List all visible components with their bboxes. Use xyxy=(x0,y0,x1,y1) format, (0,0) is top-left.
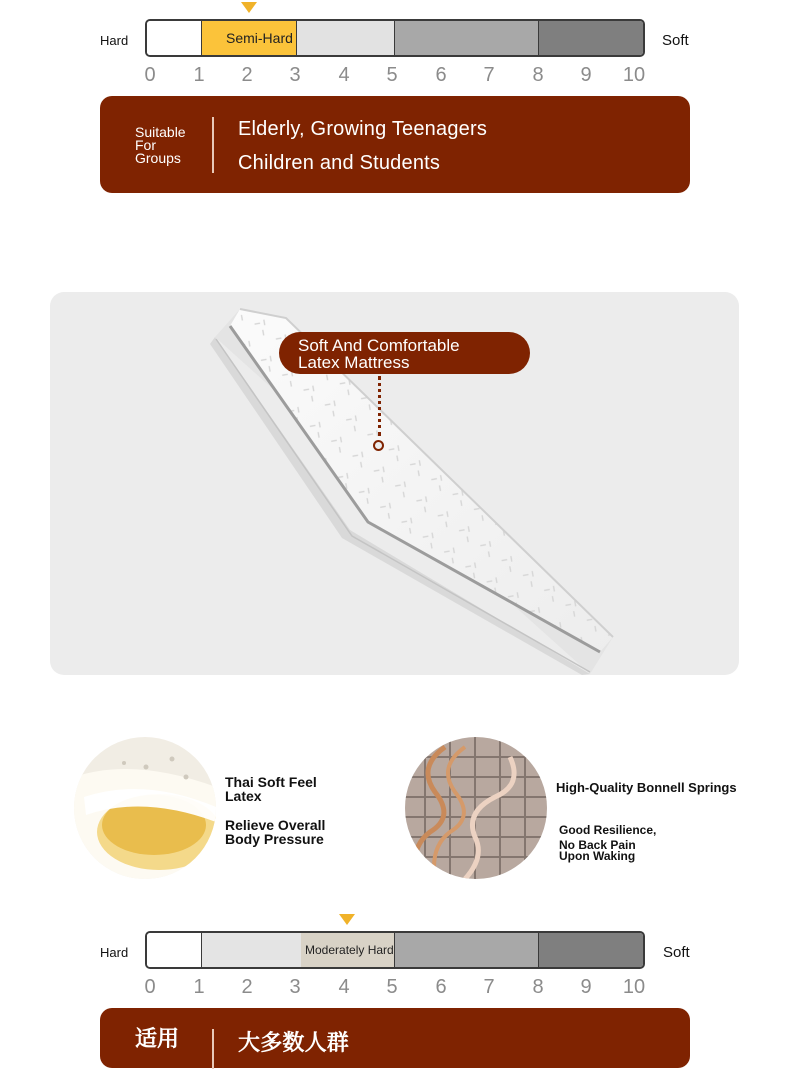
latex-foam-icon xyxy=(74,737,216,879)
latex-feature-desc-1: Relieve Overall xyxy=(225,817,326,833)
latex-feature-title-2: Latex xyxy=(225,788,262,804)
scale-tick: 8 xyxy=(532,64,544,86)
scale-segment-8-10 xyxy=(539,21,643,55)
scale-hard-label: Hard xyxy=(100,33,129,48)
scale-segment-0-1 xyxy=(147,933,202,967)
product-callout xyxy=(279,332,530,374)
scale-tick: 1 xyxy=(193,64,205,86)
scale-tick: 3 xyxy=(289,64,301,86)
scale-segment-3-5 xyxy=(297,21,395,55)
scale-segment-5-8 xyxy=(395,21,539,55)
scale-segment-1-5 xyxy=(202,933,395,967)
suitable-groups-banner xyxy=(100,96,690,193)
scale-highlight-label: Semi-Hard xyxy=(226,30,293,46)
scale-tick: 1 xyxy=(193,976,205,998)
banner-divider xyxy=(212,117,214,173)
scale-tick: 10 xyxy=(622,64,646,86)
callout-pin-icon xyxy=(373,440,384,451)
firmness-scale-bottom xyxy=(145,931,645,969)
scale-segment-1-2 xyxy=(202,21,297,55)
scale-tick: 3 xyxy=(289,976,301,998)
callout-line-1: Soft And Comfortable xyxy=(298,336,460,355)
bonnell-springs-image xyxy=(405,737,547,879)
banner-divider xyxy=(212,1029,214,1069)
scale-tick: 4 xyxy=(338,976,350,998)
scale-tick: 2 xyxy=(241,64,253,86)
scale-tick: 7 xyxy=(483,64,495,86)
firmness-marker-icon xyxy=(339,914,355,925)
scale-tick: 5 xyxy=(386,64,398,86)
scale-tick: 5 xyxy=(386,976,398,998)
bottom-groups-banner xyxy=(100,1008,690,1068)
scale-tick: 8 xyxy=(532,976,544,998)
scale-tick: 0 xyxy=(144,976,156,998)
bottom-banner-line-1: 大多数人群 xyxy=(238,1030,350,1055)
scale-tick: 9 xyxy=(580,976,592,998)
latex-feature-desc-2: Body Pressure xyxy=(225,831,324,847)
scale-tick: 6 xyxy=(435,64,447,86)
scale-soft-label: Soft xyxy=(663,944,690,961)
bonnell-springs-icon xyxy=(405,737,547,879)
suitable-for-groups-label: Suitable For Groups xyxy=(135,124,186,166)
scale-segment-0-1 xyxy=(147,21,202,55)
bottom-banner-left-label: 适用 xyxy=(135,1026,180,1051)
scale-tick: 6 xyxy=(435,976,447,998)
suitable-groups-line-2: Children and Students xyxy=(238,152,441,174)
scale-tick: 7 xyxy=(483,976,495,998)
scale-hard-label: Hard xyxy=(100,945,129,960)
firmness-scale-top xyxy=(145,19,645,57)
scale-highlight-label: Moderately Hard xyxy=(305,943,394,957)
scale-tick: 9 xyxy=(580,64,592,86)
scale-tick: 2 xyxy=(241,976,253,998)
springs-feature-title: High-Quality Bonnell Springs xyxy=(556,780,737,795)
scale-segment-5-8 xyxy=(395,933,539,967)
callout-dotted-line xyxy=(378,376,385,436)
springs-feature-desc-3: Upon Waking xyxy=(559,849,636,863)
springs-feature-desc-1: Good Resilience, xyxy=(559,823,657,837)
suitable-groups-line-1: Elderly, Growing Teenagers xyxy=(238,118,488,140)
mattress-product-panel xyxy=(50,292,739,675)
scale-segment-8-10 xyxy=(539,933,643,967)
firmness-marker-icon xyxy=(241,2,257,13)
scale-tick: 10 xyxy=(622,976,646,998)
latex-foam-image xyxy=(74,737,216,879)
callout-line-2: Latex Mattress xyxy=(298,353,410,372)
latex-feature-title-1: Thai Soft Feel xyxy=(225,774,317,790)
scale-soft-label: Soft xyxy=(662,32,689,49)
springs-feature-desc-2: No Back Pain xyxy=(559,838,636,852)
scale-tick: 4 xyxy=(338,64,350,86)
scale-tick: 0 xyxy=(144,64,156,86)
